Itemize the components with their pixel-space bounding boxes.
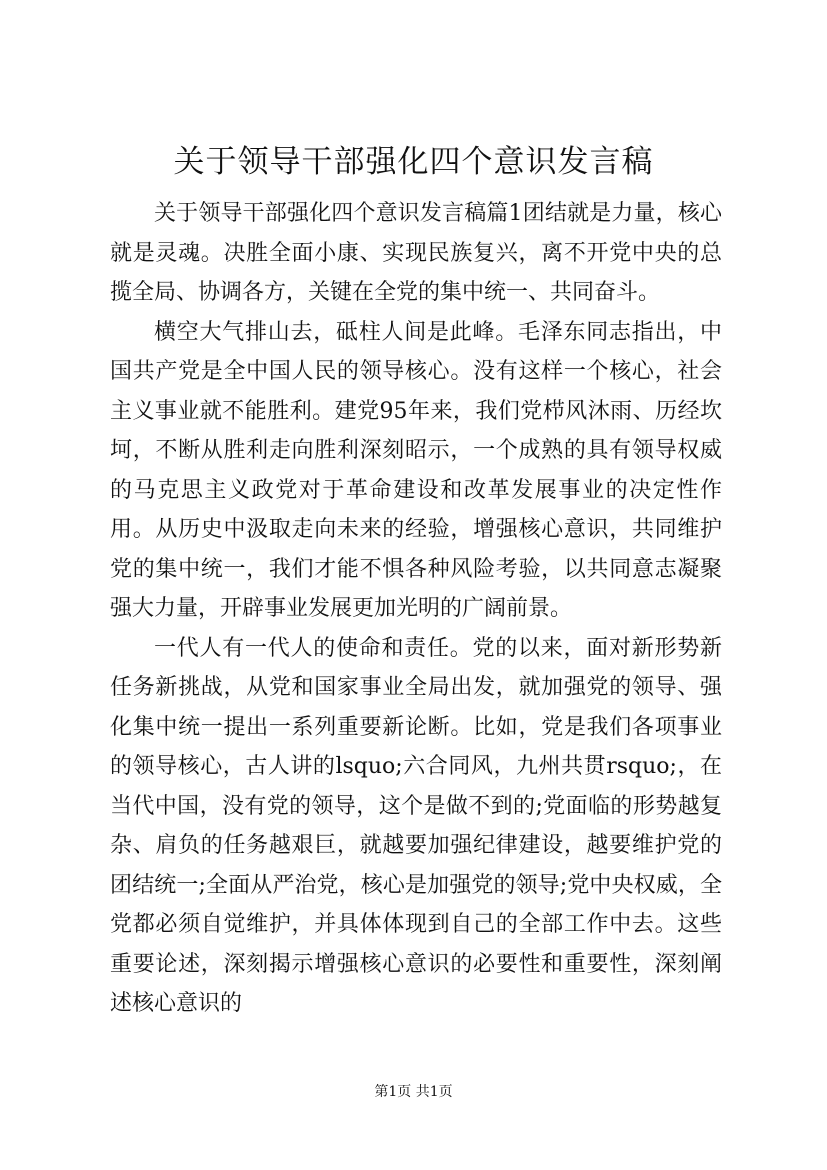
paragraph-2: 横空大气排山去，砥柱人间是此峰。毛泽东同志指出，中国共产党是全中国人民的领导核心。没有这样一个核心，社会主义事业就不能胜利。建党95年来，我们党栉风沐雨、历经坎坷，不断从胜利走向胜利深刻昭示，一个成熟的具有领导权威的马克思主义政党对于革命建设和改革发展事业的决定性作用。从历史中汲取走向未来的经验，增强核心意识，共同维护党的集中统一，我们才能不惧各种风险考验，以共同意志凝聚强大力量，开辟事业发展更加光明的广阔前景。: [110, 319, 722, 621]
document-body: [110, 194, 722, 1024]
document-title: 关于领导干部强化四个意识发言稿: [173, 144, 654, 180]
page-footer: [0, 1082, 827, 1102]
page-number-label: 第1页 共1页: [374, 1084, 453, 1100]
paragraph-1: 关于领导干部强化四个意识发言稿篇1团结就是力量，核心就是灵魂。决胜全面小康、实现民族复兴，离不开党中央的总揽全局、协调各方，关键在全党的集中统一、共同奋斗。: [110, 201, 722, 305]
paragraph-3: 一代人有一代人的使命和责任。党的以来，面对新形势新任务新挑战，从党和国家事业全局出发，就加强党的领导、强化集中统一提出一系列重要新论断。比如，党是我们各项事业的领导核心，古人讲的lsquo;六合同风，九州共贯rsquo;，在当代中国，没有党的领导，这个是做不到的;党面临的形势越复杂、肩负的任务越艰巨，就越要加强纪律建设，越要维护党的团结统一;全面从严治党，核心是加强党的领导;党中央权威，全党都必须自觉维护，并具体体现到自己的全部工作中去。这些重要论述，深刻揭示增强核心意识的必要性和重要性，深刻阐述核心意识的: [110, 635, 722, 1016]
